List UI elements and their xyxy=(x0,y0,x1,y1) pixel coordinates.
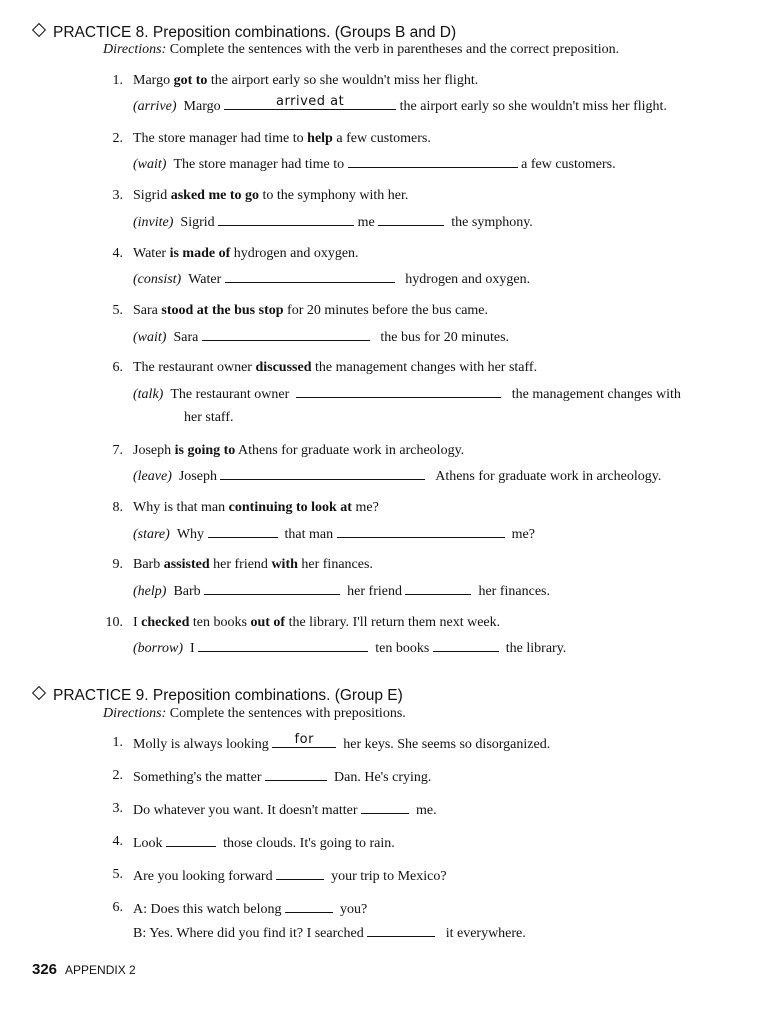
answer-blank[interactable] xyxy=(225,270,395,283)
exercise-sentence: (wait) The store manager had time to a few customers. xyxy=(133,157,616,172)
exercise-sentence: (consist) Water hydrogen and oxygen. xyxy=(133,272,531,287)
practice-8-directions: Directions: Complete the sentences with the verb in parentheses and the correct preposition. xyxy=(103,42,620,57)
answer-blank[interactable] xyxy=(204,582,340,595)
item-number: 6. xyxy=(112,900,123,915)
answer-blank[interactable] xyxy=(433,639,499,652)
item-number: 6. xyxy=(112,360,123,375)
practice-9-heading: PRACTICE 9. Preposition combinations. (Group E) xyxy=(30,687,403,705)
item-number: 3. xyxy=(112,801,123,816)
exercise-sentence: (wait) Sara the bus for 20 minutes. xyxy=(133,330,510,345)
answer-blank[interactable] xyxy=(208,525,278,538)
answer-blank[interactable] xyxy=(285,900,333,913)
practice-8-heading: PRACTICE 8. Preposition combinations. (Groups B and D) xyxy=(30,24,456,42)
answer-blank[interactable] xyxy=(202,328,370,341)
item-number: 8. xyxy=(112,500,123,515)
exercise-sentence: Look those clouds. It's going to rain. xyxy=(133,836,395,851)
exercise-sentence: Do whatever you want. It doesn't matter me. xyxy=(133,803,437,818)
example-sentence: The store manager had time to help a few customers. xyxy=(133,131,431,146)
example-sentence: Sara stood at the bus stop for 20 minutes before the bus came. xyxy=(133,303,489,318)
example-sentence: Joseph is going to Athens for graduate work in archeology. xyxy=(133,443,465,458)
item-number: 10. xyxy=(105,615,123,630)
example-sentence: Why is that man continuing to look at me? xyxy=(133,500,379,515)
exercise-sentence: (talk) The restaurant owner the management changes with xyxy=(133,387,681,402)
example-sentence: Sigrid asked me to go to the symphony with her. xyxy=(133,188,409,203)
diamond-icon xyxy=(32,23,46,37)
answer-blank[interactable] xyxy=(218,213,354,226)
item-number: 4. xyxy=(112,834,123,849)
example-sentence: Water is made of hydrogen and oxygen. xyxy=(133,246,359,261)
exercise-sentence: (arrive) Margo arrived at the airport early so she wouldn't miss her flight. xyxy=(133,94,667,114)
exercise-sentence: (stare) Why that man me? xyxy=(133,527,535,542)
exercise-sentence: (help) Barb her friend her finances. xyxy=(133,584,550,599)
example-sentence: The restaurant owner discussed the management changes with her staff. xyxy=(133,360,538,375)
exercise-sentence: A: Does this watch belong you? xyxy=(133,902,368,917)
item-number: 9. xyxy=(112,557,123,572)
example-sentence: Barb assisted her friend with her finances. xyxy=(133,557,373,572)
item-number: 2. xyxy=(112,768,123,783)
answer-blank[interactable] xyxy=(378,213,444,226)
item-number: 5. xyxy=(112,303,123,318)
item-number: 3. xyxy=(112,188,123,203)
answer-blank[interactable] xyxy=(272,732,336,748)
practice-9-directions: Directions: Complete the sentences with prepositions. xyxy=(103,706,406,721)
answer-blank[interactable] xyxy=(276,867,324,880)
exercise-sentence: Are you looking forward your trip to Mexico? xyxy=(133,869,447,884)
answer-blank[interactable] xyxy=(361,801,409,814)
handwritten-answer: arrived at xyxy=(276,94,345,109)
example-sentence: Margo got to the airport early so she wouldn't miss her flight. xyxy=(133,73,479,88)
answer-blank[interactable] xyxy=(198,639,368,652)
item-number: 2. xyxy=(112,131,123,146)
exercise-sentence-continued: her staff. xyxy=(184,410,234,425)
answer-blank[interactable] xyxy=(224,94,396,110)
exercise-sentence: Molly is always looking for her keys. She seems so disorganized. xyxy=(133,732,551,752)
item-number: 1. xyxy=(112,735,123,750)
item-number: 1. xyxy=(112,73,123,88)
item-number: 5. xyxy=(112,867,123,882)
exercise-sentence: Something's the matter Dan. He's crying. xyxy=(133,770,432,785)
exercise-sentence: (leave) Joseph Athens for graduate work in archeology. xyxy=(133,469,662,484)
exercise-sentence: (invite) Sigrid me the symphony. xyxy=(133,215,533,230)
item-number: 7. xyxy=(112,443,123,458)
answer-blank[interactable] xyxy=(367,924,435,937)
section-label: APPENDIX 2 xyxy=(65,963,136,977)
answer-blank[interactable] xyxy=(405,582,471,595)
page-number: 326 xyxy=(32,961,58,978)
diamond-icon xyxy=(32,686,46,700)
example-sentence: I checked ten books out of the library. I'll return them next week. xyxy=(133,615,501,630)
answer-blank[interactable] xyxy=(296,385,501,398)
answer-blank[interactable] xyxy=(265,768,327,781)
answer-blank[interactable] xyxy=(337,525,505,538)
handwritten-answer: for xyxy=(294,732,314,747)
page-footer xyxy=(32,961,136,979)
answer-blank[interactable] xyxy=(166,834,216,847)
exercise-sentence: (borrow) I ten books the library. xyxy=(133,641,567,656)
answer-blank[interactable] xyxy=(348,155,518,168)
answer-blank[interactable] xyxy=(220,467,425,480)
item-number: 4. xyxy=(112,246,123,261)
exercise-sentence-continued: B: Yes. Where did you find it? I searched it everywhere. xyxy=(133,926,526,941)
